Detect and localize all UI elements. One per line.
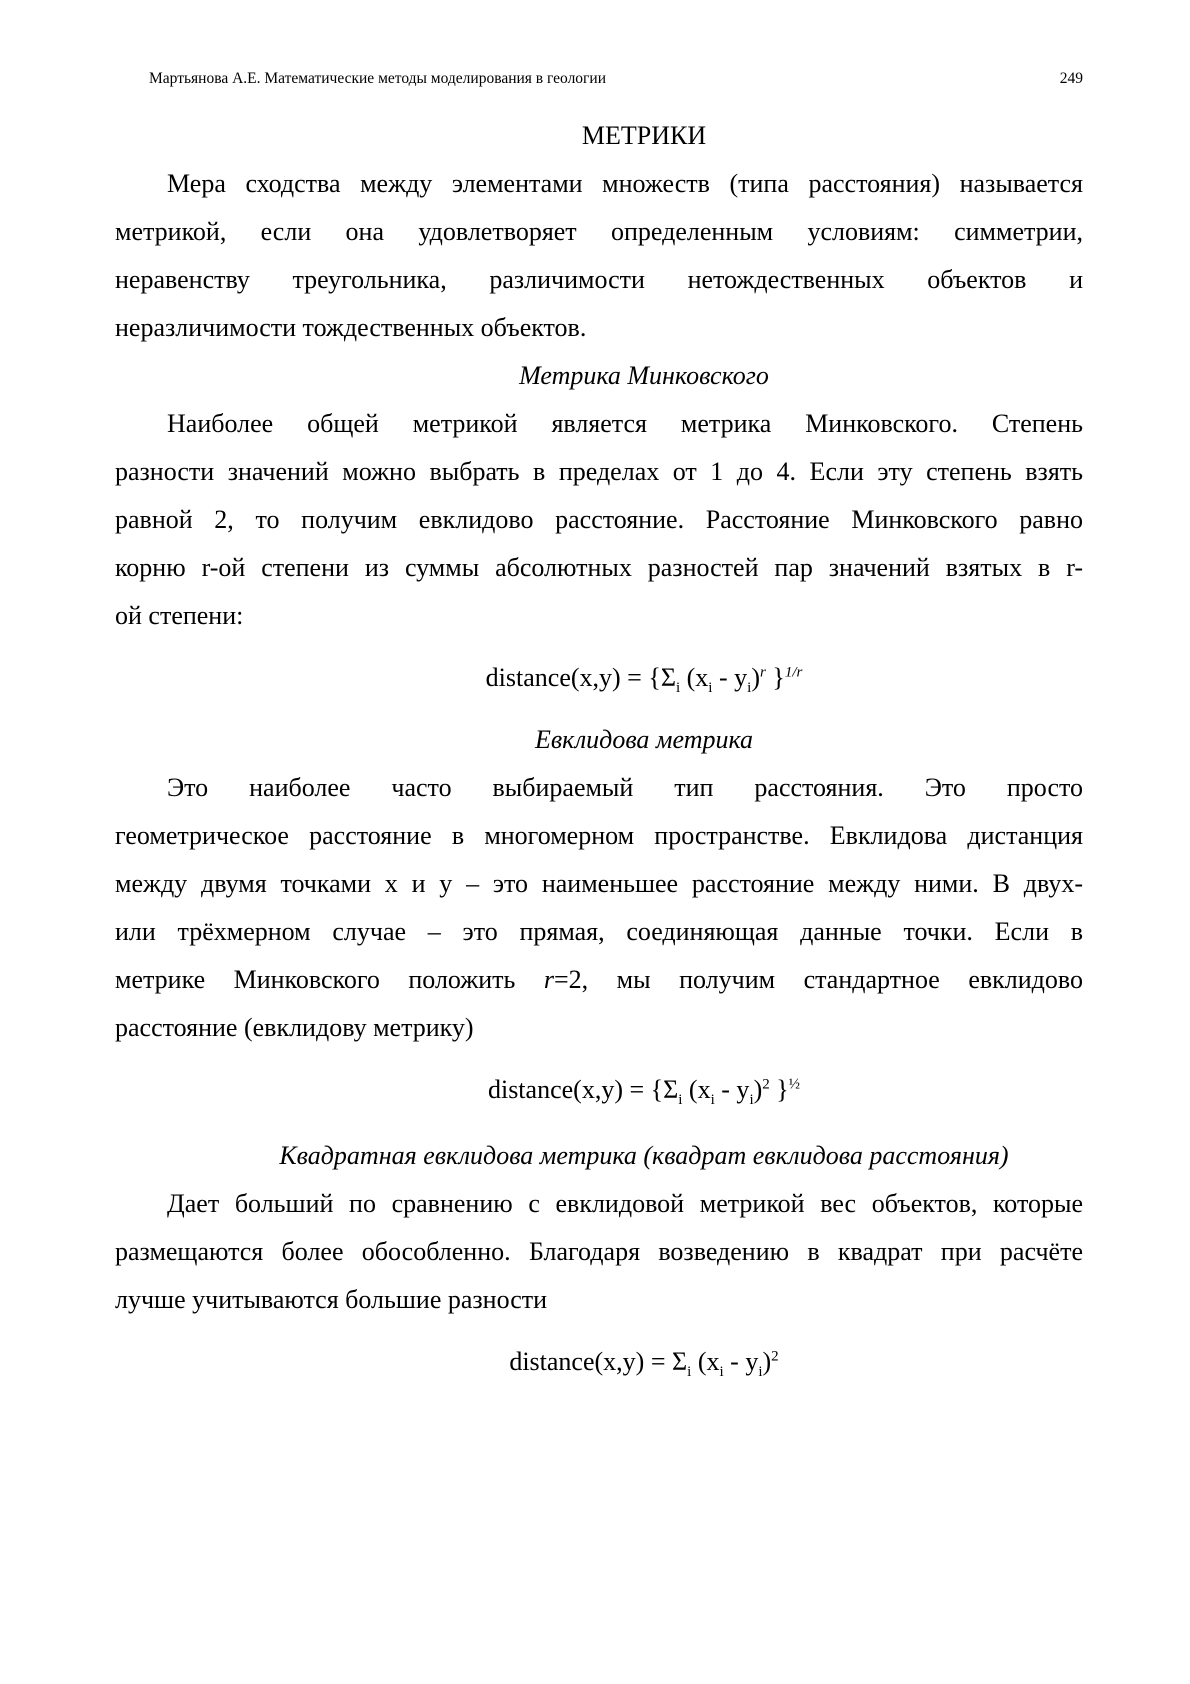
text-line: корню r-ой степени из суммы абсолютных разностей пар значений взятых в r- bbox=[115, 553, 1083, 582]
squared-paragraph bbox=[115, 1180, 1083, 1324]
text-line: между двумя точками x и y – это наименьшее расстояние между ними. В двух- bbox=[115, 869, 1083, 898]
text-line: Наиболее общей метрикой является метрика Минковского. Степень bbox=[167, 409, 1083, 438]
text-line: равной 2, то получим евклидово расстояние. Расстояние Минковского равно bbox=[115, 505, 1083, 534]
text-line: или трёхмерном случае – это прямая, соединяющая данные точки. Если в bbox=[115, 917, 1083, 946]
text-line: неравенству треугольника, различимости нетождественных объектов и bbox=[115, 265, 1083, 294]
text-line: разности значений можно выбрать в пределах от 1 до 4. Если эту степень взять bbox=[115, 457, 1083, 486]
text-line: размещаются более обособленно. Благодаря возведению в квадрат при расчёте bbox=[115, 1237, 1083, 1266]
text-line: лучше учитываются большие разности bbox=[115, 1285, 548, 1314]
subsection-title-minkowski: Метрика Минковского bbox=[519, 361, 769, 390]
running-header bbox=[149, 68, 1083, 90]
subsection-title-euclid: Евклидова метрика bbox=[534, 725, 754, 754]
section-title: МЕТРИКИ bbox=[581, 121, 707, 150]
text-line: Это наиболее часто выбираемый тип расстояния. Это просто bbox=[167, 773, 1083, 802]
intro-paragraph bbox=[115, 160, 1083, 352]
running-title: Мартьянова А.Е. Математические методы моделирования в геологии bbox=[149, 70, 607, 87]
text-line: Дает больший по сравнению с евклидовой метрикой вес объектов, которые bbox=[167, 1189, 1083, 1218]
text-line: метрикой, если она удовлетворяет определенным условиям: симметрии, bbox=[115, 217, 1083, 246]
minkowski-paragraph bbox=[115, 400, 1083, 640]
euclid-formula: distance(x,y) = {$\Sigma_i$ $(x_i - y_i)^2$ }$^{\frac{1}{2}}$ bbox=[487, 1075, 801, 1109]
document-page bbox=[115, 0, 1083, 1684]
text-line: метрике Минковского положить r=2, мы получим стандартное евклидово bbox=[115, 965, 1083, 994]
text-line: расстояние (евклидову метрику) bbox=[115, 1013, 474, 1042]
text-line: Мера сходства между элементами множеств (типа расстояния) называется bbox=[167, 169, 1083, 198]
page-number: 249 bbox=[1059, 70, 1083, 87]
text-line: неразличимости тождественных объектов. bbox=[115, 313, 587, 342]
minkowski-formula: distance(x,y) = {$\Sigma_i$ $(x_i - y_i)^r$ }$^{1/r}$ bbox=[485, 663, 803, 697]
page-content bbox=[115, 112, 1083, 1388]
text-line: ой степени: bbox=[115, 601, 244, 630]
subsection-title-squared: Квадратная евклидова метрика (квадрат евклидова расстояния) bbox=[279, 1141, 1009, 1170]
text-line: геометрическое расстояние в многомерном пространстве. Евклидова дистанция bbox=[115, 821, 1083, 850]
euclid-paragraph bbox=[115, 764, 1083, 1052]
squared-formula: distance(x,y) = $\Sigma_i$ $(x_i - y_i)^2$ bbox=[509, 1347, 779, 1381]
